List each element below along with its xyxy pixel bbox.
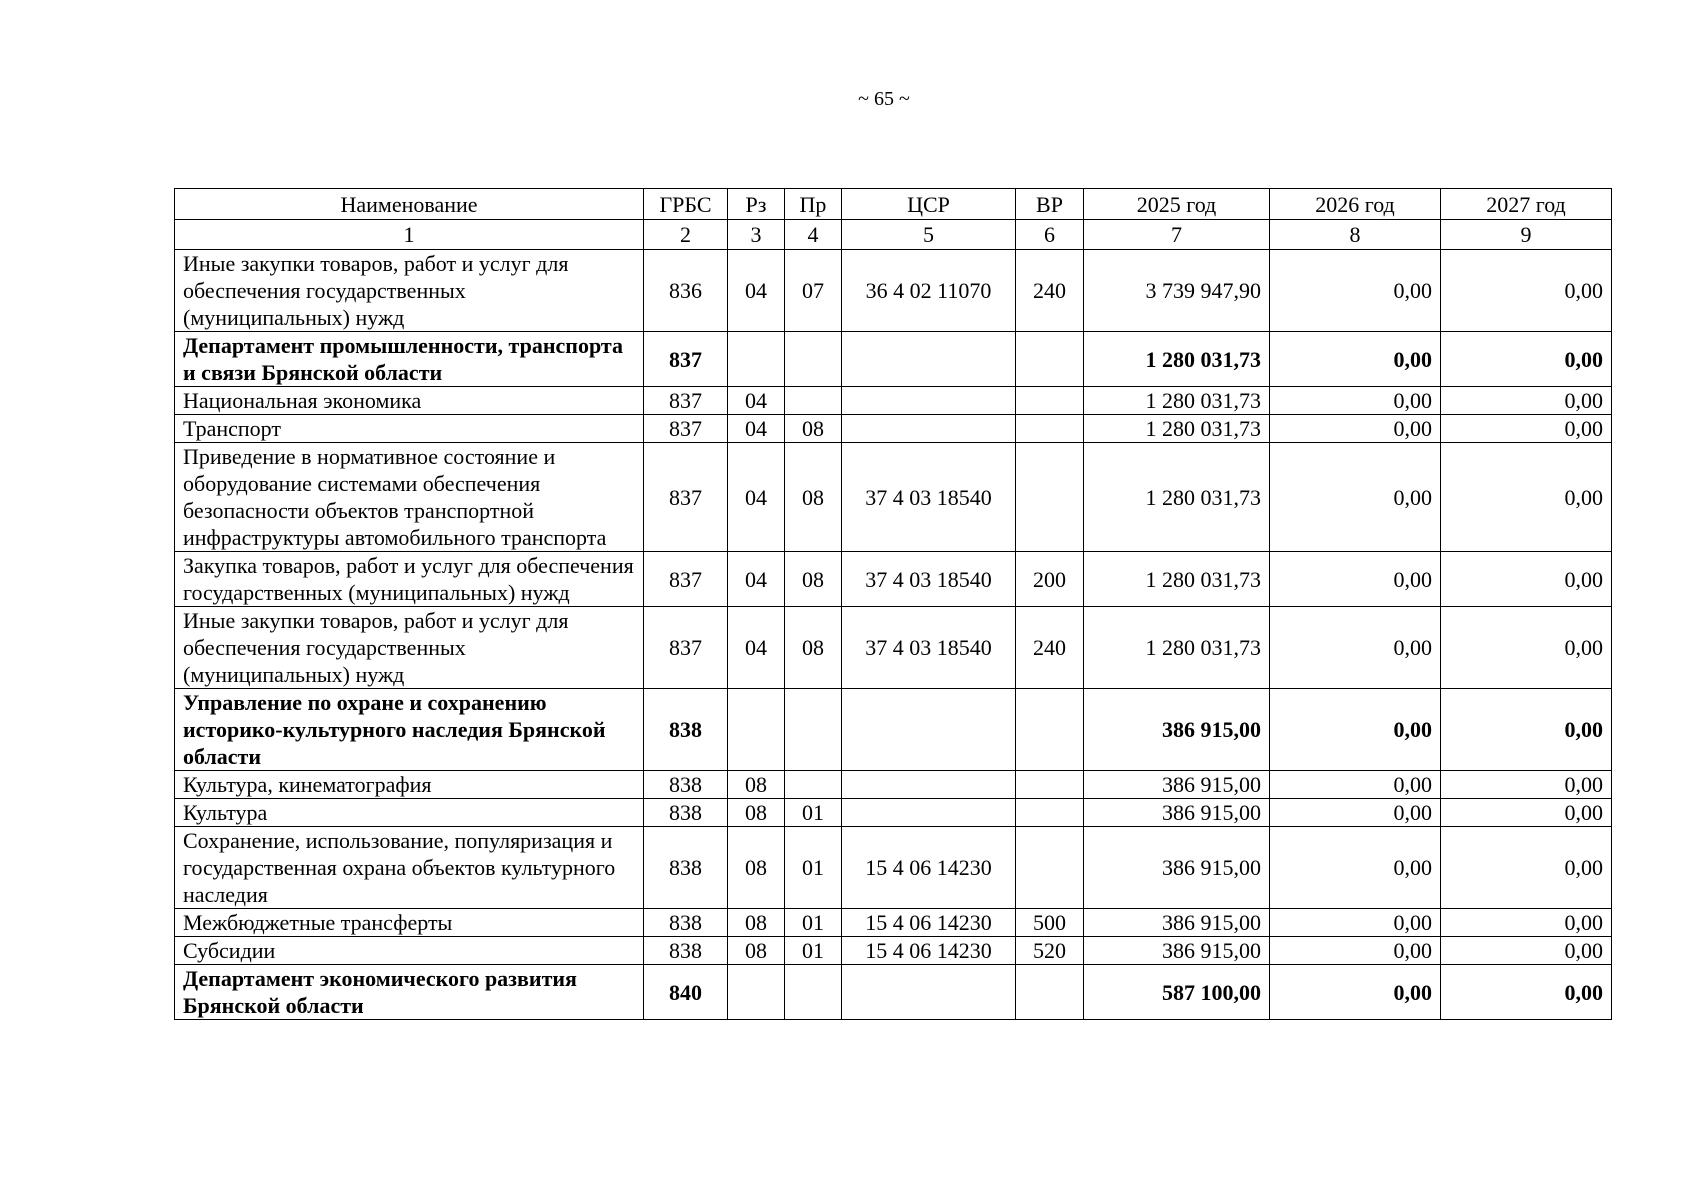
csr-cell — [842, 689, 1016, 771]
rz-cell: 04 — [728, 552, 785, 607]
csr-cell: 36 4 02 11070 — [842, 250, 1016, 332]
rz-cell: 08 — [728, 771, 785, 799]
grbs-cell: 838 — [644, 909, 728, 937]
grbs-cell: 837 — [644, 443, 728, 552]
column-number: 5 — [842, 220, 1016, 250]
csr-cell: 15 4 06 14230 — [842, 937, 1016, 965]
amount-2027-cell: 0,00 — [1441, 799, 1612, 827]
table-row — [175, 689, 1612, 771]
grbs-cell: 837 — [644, 607, 728, 689]
table-row — [175, 415, 1612, 443]
csr-cell — [842, 799, 1016, 827]
grbs-cell: 838 — [644, 689, 728, 771]
amount-2026-cell: 0,00 — [1270, 771, 1441, 799]
amount-2027-cell: 0,00 — [1441, 415, 1612, 443]
name-cell: Иные закупки товаров, работ и услуг для обеспечения государственных (муниципальных) нужд — [175, 250, 644, 332]
name-cell: Департамент экономического развития Брянской области — [175, 965, 644, 1020]
pr-cell: 07 — [785, 250, 842, 332]
column-number: 3 — [728, 220, 785, 250]
pr-cell: 08 — [785, 552, 842, 607]
amount-2025-cell: 386 915,00 — [1084, 799, 1270, 827]
pr-cell: 08 — [785, 415, 842, 443]
name-cell: Транспорт — [175, 415, 644, 443]
amount-2027-cell: 0,00 — [1441, 332, 1612, 387]
table-row — [175, 332, 1612, 387]
pr-cell — [785, 965, 842, 1020]
amount-2027-cell: 0,00 — [1441, 443, 1612, 552]
grbs-cell: 838 — [644, 937, 728, 965]
table-row — [175, 965, 1612, 1020]
csr-cell: 37 4 03 18540 — [842, 443, 1016, 552]
vr-cell — [1016, 799, 1084, 827]
rz-cell — [728, 689, 785, 771]
rz-cell: 04 — [728, 415, 785, 443]
amount-2025-cell: 386 915,00 — [1084, 827, 1270, 909]
amount-2027-cell: 0,00 — [1441, 965, 1612, 1020]
amount-2026-cell: 0,00 — [1270, 415, 1441, 443]
amount-2026-cell: 0,00 — [1270, 827, 1441, 909]
header-vr: ВР — [1016, 189, 1084, 220]
amount-2027-cell: 0,00 — [1441, 689, 1612, 771]
name-cell: Управление по охране и сохранению историко-культурного наследия Брянской области — [175, 689, 644, 771]
budget-table — [174, 188, 1612, 1020]
grbs-cell: 838 — [644, 771, 728, 799]
vr-cell — [1016, 771, 1084, 799]
grbs-cell: 840 — [644, 965, 728, 1020]
name-cell: Субсидии — [175, 937, 644, 965]
vr-cell — [1016, 689, 1084, 771]
rz-cell — [728, 965, 785, 1020]
rz-cell: 08 — [728, 909, 785, 937]
table-row — [175, 827, 1612, 909]
table-row — [175, 607, 1612, 689]
pr-cell — [785, 771, 842, 799]
amount-2025-cell: 1 280 031,73 — [1084, 387, 1270, 415]
amount-2026-cell: 0,00 — [1270, 443, 1441, 552]
table-row — [175, 937, 1612, 965]
amount-2026-cell: 0,00 — [1270, 332, 1441, 387]
rz-cell: 04 — [728, 387, 785, 415]
table-row — [175, 443, 1612, 552]
table-row — [175, 909, 1612, 937]
name-cell: Иные закупки товаров, работ и услуг для обеспечения государственных (муниципальных) нужд — [175, 607, 644, 689]
name-cell: Закупка товаров, работ и услуг для обеспечения государственных (муниципальных) нужд — [175, 552, 644, 607]
header-2025: 2025 год — [1084, 189, 1270, 220]
amount-2027-cell: 0,00 — [1441, 387, 1612, 415]
csr-cell — [842, 965, 1016, 1020]
csr-cell — [842, 415, 1016, 443]
amount-2025-cell: 386 915,00 — [1084, 689, 1270, 771]
header-2027: 2027 год — [1441, 189, 1612, 220]
table-row — [175, 799, 1612, 827]
name-cell: Межбюджетные трансферты — [175, 909, 644, 937]
amount-2025-cell: 3 739 947,90 — [1084, 250, 1270, 332]
amount-2026-cell: 0,00 — [1270, 387, 1441, 415]
grbs-cell: 836 — [644, 250, 728, 332]
amount-2027-cell: 0,00 — [1441, 827, 1612, 909]
amount-2027-cell: 0,00 — [1441, 909, 1612, 937]
column-number: 6 — [1016, 220, 1084, 250]
name-cell: Культура, кинематография — [175, 771, 644, 799]
grbs-cell: 837 — [644, 387, 728, 415]
header-pr: Пр — [785, 189, 842, 220]
amount-2026-cell: 0,00 — [1270, 799, 1441, 827]
vr-cell — [1016, 827, 1084, 909]
name-cell: Сохранение, использование, популяризация и государственная охрана объектов культурного наследия — [175, 827, 644, 909]
vr-cell — [1016, 443, 1084, 552]
amount-2026-cell: 0,00 — [1270, 607, 1441, 689]
table-row — [175, 250, 1612, 332]
amount-2025-cell: 1 280 031,73 — [1084, 552, 1270, 607]
csr-cell: 37 4 03 18540 — [842, 607, 1016, 689]
header-rz: Рз — [728, 189, 785, 220]
amount-2026-cell: 0,00 — [1270, 250, 1441, 332]
vr-cell — [1016, 965, 1084, 1020]
vr-cell: 240 — [1016, 250, 1084, 332]
column-number: 1 — [175, 220, 644, 250]
table-body — [175, 250, 1612, 1020]
amount-2027-cell: 0,00 — [1441, 771, 1612, 799]
rz-cell: 04 — [728, 250, 785, 332]
grbs-cell: 838 — [644, 827, 728, 909]
amount-2025-cell: 1 280 031,73 — [1084, 443, 1270, 552]
header-name: Наименование — [175, 189, 644, 220]
rz-cell: 04 — [728, 607, 785, 689]
amount-2026-cell: 0,00 — [1270, 689, 1441, 771]
amount-2027-cell: 0,00 — [1441, 552, 1612, 607]
rz-cell: 08 — [728, 799, 785, 827]
csr-cell — [842, 387, 1016, 415]
pr-cell: 08 — [785, 443, 842, 552]
amount-2027-cell: 0,00 — [1441, 607, 1612, 689]
grbs-cell: 838 — [644, 799, 728, 827]
name-cell: Национальная экономика — [175, 387, 644, 415]
column-number: 7 — [1084, 220, 1270, 250]
vr-cell — [1016, 415, 1084, 443]
amount-2025-cell: 1 280 031,73 — [1084, 607, 1270, 689]
vr-cell: 200 — [1016, 552, 1084, 607]
grbs-cell: 837 — [644, 552, 728, 607]
name-cell: Приведение в нормативное состояние и оборудование системами обеспечения безопасности объектов транспортной инфраструктуры автомобильного транспорта — [175, 443, 644, 552]
amount-2026-cell: 0,00 — [1270, 909, 1441, 937]
rz-cell: 08 — [728, 937, 785, 965]
csr-cell: 15 4 06 14230 — [842, 827, 1016, 909]
amount-2025-cell: 386 915,00 — [1084, 937, 1270, 965]
header-row — [175, 189, 1612, 220]
csr-cell — [842, 332, 1016, 387]
rz-cell: 04 — [728, 443, 785, 552]
amount-2027-cell: 0,00 — [1441, 937, 1612, 965]
name-cell: Культура — [175, 799, 644, 827]
header-2026: 2026 год — [1270, 189, 1441, 220]
table-row — [175, 387, 1612, 415]
vr-cell: 520 — [1016, 937, 1084, 965]
vr-cell: 240 — [1016, 607, 1084, 689]
table-row — [175, 771, 1612, 799]
table-row — [175, 552, 1612, 607]
pr-cell — [785, 332, 842, 387]
csr-cell: 15 4 06 14230 — [842, 909, 1016, 937]
column-number: 8 — [1270, 220, 1441, 250]
vr-cell — [1016, 332, 1084, 387]
vr-cell — [1016, 387, 1084, 415]
column-number: 2 — [644, 220, 728, 250]
rz-cell: 08 — [728, 827, 785, 909]
amount-2025-cell: 386 915,00 — [1084, 909, 1270, 937]
pr-cell: 08 — [785, 607, 842, 689]
amount-2025-cell: 1 280 031,73 — [1084, 332, 1270, 387]
pr-cell: 01 — [785, 909, 842, 937]
name-cell: Департамент промышленности, транспорта и связи Брянской области — [175, 332, 644, 387]
csr-cell — [842, 771, 1016, 799]
vr-cell: 500 — [1016, 909, 1084, 937]
header-grbs: ГРБС — [644, 189, 728, 220]
grbs-cell: 837 — [644, 332, 728, 387]
column-number: 4 — [785, 220, 842, 250]
column-number-row — [175, 220, 1612, 250]
amount-2026-cell: 0,00 — [1270, 965, 1441, 1020]
amount-2027-cell: 0,00 — [1441, 250, 1612, 332]
amount-2025-cell: 386 915,00 — [1084, 771, 1270, 799]
header-csr: ЦСР — [842, 189, 1016, 220]
amount-2026-cell: 0,00 — [1270, 552, 1441, 607]
amount-2025-cell: 587 100,00 — [1084, 965, 1270, 1020]
csr-cell: 37 4 03 18540 — [842, 552, 1016, 607]
pr-cell: 01 — [785, 937, 842, 965]
pr-cell — [785, 387, 842, 415]
page-number: ~ 65 ~ — [858, 88, 910, 110]
grbs-cell: 837 — [644, 415, 728, 443]
amount-2025-cell: 1 280 031,73 — [1084, 415, 1270, 443]
column-number: 9 — [1441, 220, 1612, 250]
pr-cell: 01 — [785, 827, 842, 909]
pr-cell — [785, 689, 842, 771]
pr-cell: 01 — [785, 799, 842, 827]
rz-cell — [728, 332, 785, 387]
amount-2026-cell: 0,00 — [1270, 937, 1441, 965]
